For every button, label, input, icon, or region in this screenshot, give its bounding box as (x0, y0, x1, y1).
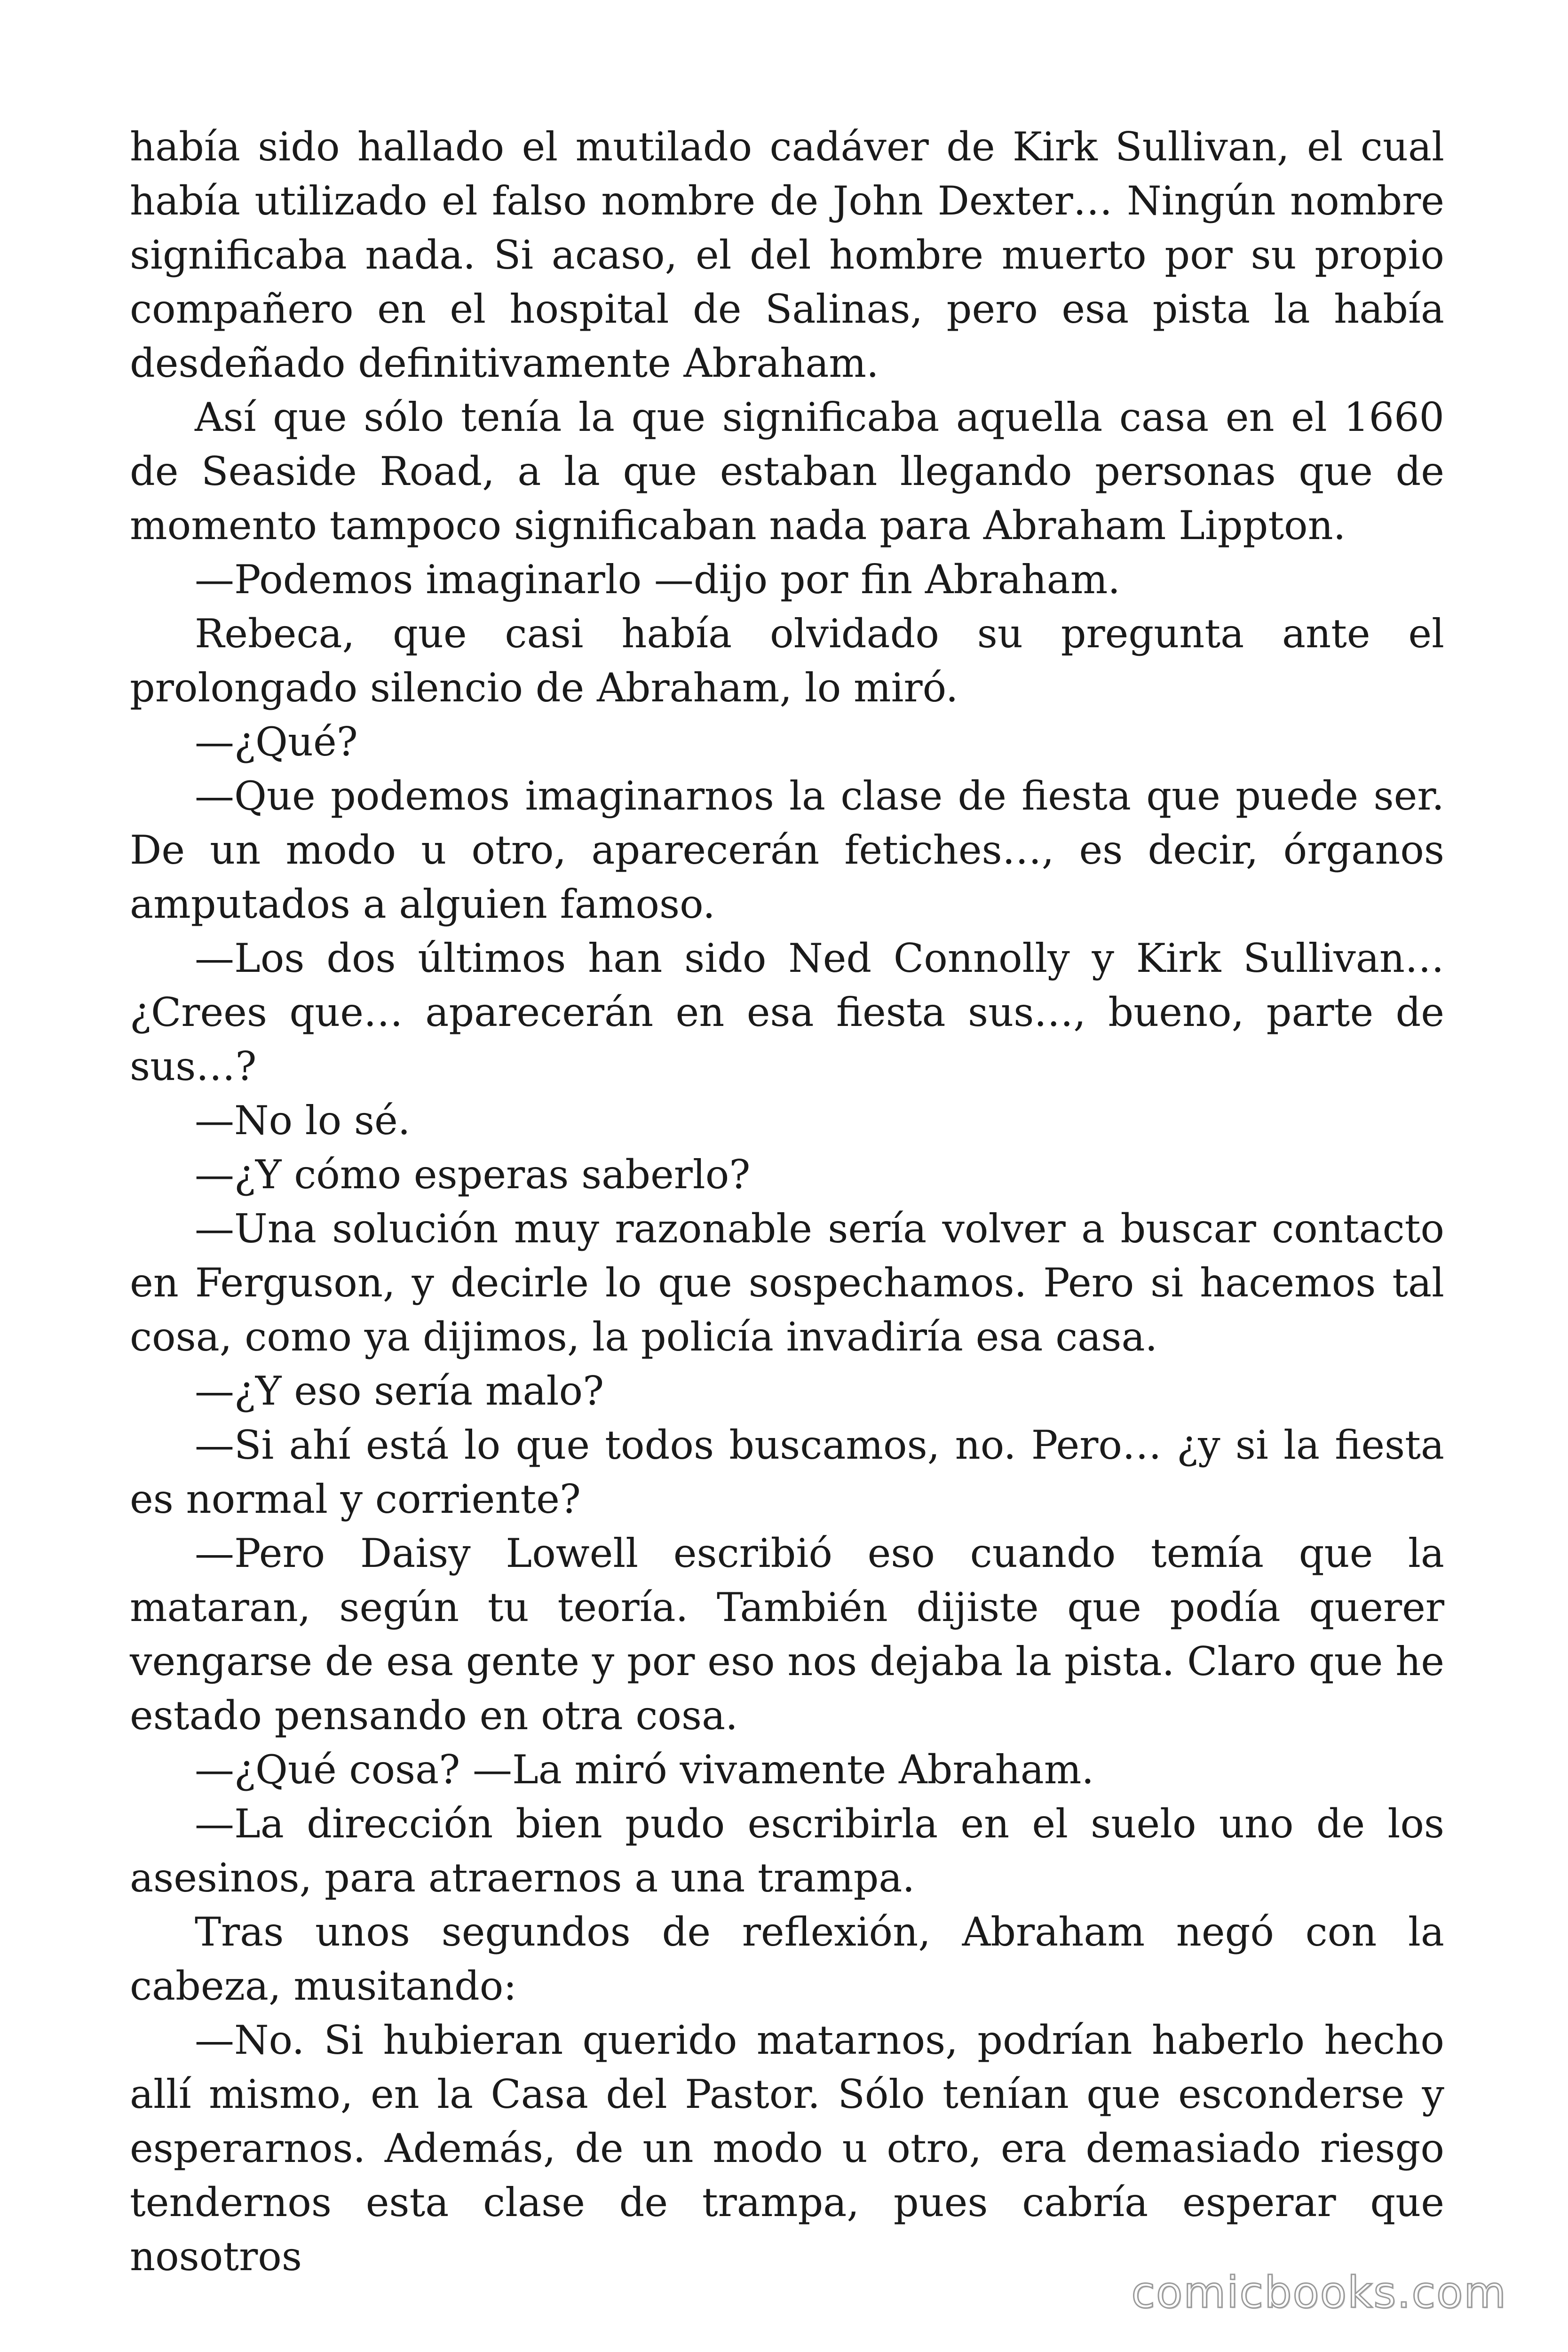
dialogue-line: —Si ahí está lo que todos buscamos, no. Pero… ¿y si la fiesta es normal y corriente? (130, 1422, 1444, 1522)
paragraph: Rebeca, que casi había olvidado su pregunta ante el prolongado silencio de Abraham, lo miró. (130, 611, 1444, 711)
dialogue-line: —¿Y cómo esperas saberlo? (195, 1152, 751, 1198)
dialogue-line: —Una solución muy razonable sería volver a buscar contacto en Ferguson, y decirle lo que sospechamos. Pero si hacemos tal cosa, como ya dijimos, la policía invadiría esa casa. (130, 1206, 1444, 1360)
dialogue-line: —¿Y eso sería malo? (195, 1368, 604, 1414)
dialogue-line: —Podemos imaginarlo —dijo por fin Abraham. (195, 556, 1121, 603)
dialogue-line: —¿Qué? (195, 719, 358, 765)
dialogue-line: —No. Si hubieran querido matarnos, podrían haberlo hecho allí mismo, en la Casa del Pastor. Sólo tenían que esconderse y esperarnos. Además, de un modo u otro, era demasiado riesgo tendernos esta clase de trampa, pues cabría esperar que nosotros (130, 2017, 1444, 2280)
dialogue-line: —Pero Daisy Lowell escribió eso cuando temía que la mataran, según tu teoría. También dijiste que podía querer vengarse de esa gente y por eso nos dejaba la pista. Claro que he estado pensando en otra cosa. (130, 1530, 1444, 1739)
dialogue-line: —¿Qué cosa? —La miró vivamente Abraham. (195, 1747, 1094, 1793)
dialogue-line: —No lo sé. (195, 1097, 411, 1144)
dialogue-line: —La dirección bien pudo escribirla en el suelo uno de los asesinos, para atraernos a una trampa. (130, 1801, 1444, 1901)
dialogue-line: —Que podemos imaginarnos la clase de fiesta que puede ser. De un modo u otro, aparecerán fetiches…, es decir, órganos amputados a alguien famoso. (130, 773, 1444, 927)
site-watermark: comicbooks.com (1131, 2267, 1507, 2318)
dialogue-line: —Los dos últimos han sido Ned Connolly y Kirk Sullivan… ¿Crees que… aparecerán en esa fiesta sus…, bueno, parte de sus…? (130, 935, 1444, 1089)
paragraph: Tras unos segundos de reflexión, Abraham negó con la cabeza, musitando: (130, 1909, 1444, 2009)
paragraph: Así que sólo tenía la que significaba aquella casa en el 1660 de Seaside Road, a la que estaban llegando personas que de momento tampoco significaban nada para Abraham Lippton. (130, 394, 1444, 548)
paragraph-continuation: había sido hallado el mutilado cadáver de Kirk Sullivan, el cual había utilizado el falso nombre de John Dexter… Ningún nombre significaba nada. Si acaso, el del hombre muerto por su propio compañero en el hospital de Salinas, pero esa pista la había desdeñado definitivamente Abraham. (130, 124, 1444, 386)
page-body-text (130, 120, 1444, 2284)
